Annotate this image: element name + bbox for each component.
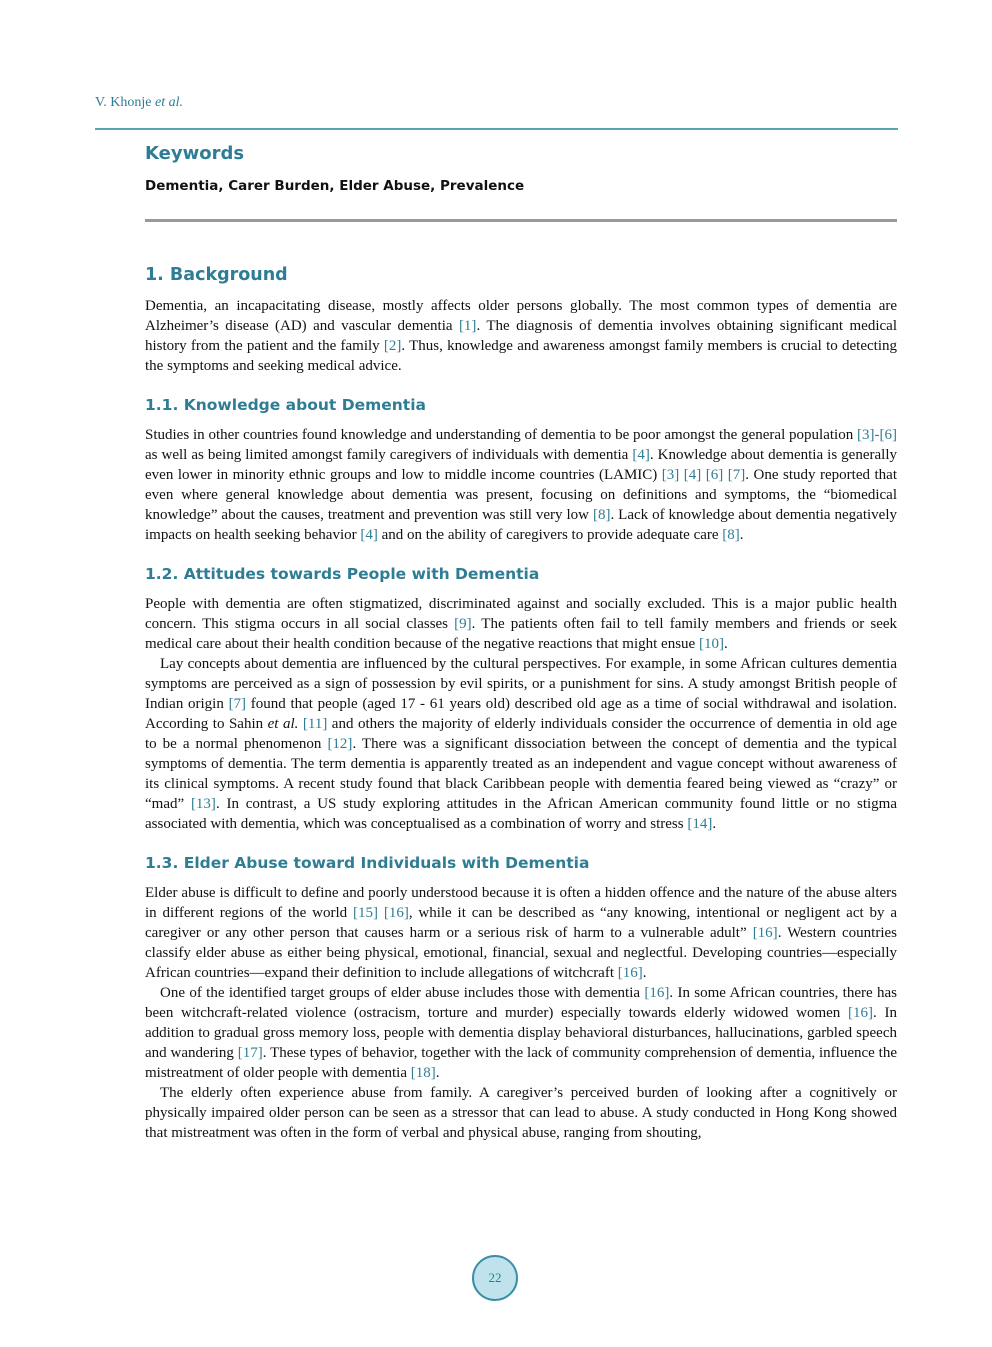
keywords-block: [145, 143, 897, 194]
text-run: One of the identified target groups of elder abuse includes those with dementia: [160, 985, 645, 1001]
paragraph: [145, 425, 897, 545]
text-run: .: [739, 527, 744, 543]
section-heading-background: 1. Background: [145, 265, 288, 285]
et-al: et al.: [155, 95, 184, 110]
text-run: Elder abuse is difficult to define and poorly understood because it is often a hidden offence and the nature of the abuse alters in different regions of the world: [145, 885, 897, 921]
citation-link[interactable]: [7]: [228, 696, 247, 712]
text-run: and others the majority of elderly individuals consider the occurrence of dementia in old age to be a normal phenomenon: [145, 716, 898, 752]
paragraph: [145, 654, 897, 834]
citation-link[interactable]: [16]: [752, 925, 778, 941]
citation-link[interactable]: [8]: [722, 527, 740, 543]
citation-link[interactable]: [16]: [644, 985, 670, 1001]
keywords-list: Dementia, Carer Burden, Elder Abuse, Prevalence: [145, 178, 525, 194]
paragraph: [145, 296, 897, 376]
paragraph: [145, 883, 897, 983]
citation-link[interactable]: [3] [4] [6] [7]: [661, 467, 746, 483]
text-run: People with dementia are often stigmatized, discriminated against and socially excluded. This is a major public health concern. This stigma occurs in all social classes: [145, 596, 897, 632]
text-run: . The patients often fail to tell family members and friends or seek medical care about their health condition because of the negative reactions that might ensue: [145, 616, 898, 652]
text-run: . Thus, knowledge and awareness amongst family members is crucial to detecting the symptoms and seeking medical advice.: [145, 338, 897, 374]
text-run: . In addition to gradual gross memory loss, people with dementia display behavioral disturbances, hallucinations, garbled speech and wandering: [145, 1005, 897, 1061]
text-run: found that people (aged 17 - 61 years old) described old age as a time of social withdrawal and isolation. According to Sahin: [145, 696, 898, 732]
text-run: .: [712, 816, 717, 832]
citation-link[interactable]: [18]: [410, 1065, 436, 1081]
text-run: . Knowledge about dementia is generally even lower in minority ethnic groups and low to middle income countries (LAMIC): [145, 447, 897, 483]
header-rule: [95, 128, 898, 130]
subsection-heading-knowledge: 1.1. Knowledge about Dementia: [145, 396, 426, 414]
text-run: and on the ability of caregivers to provide adequate care: [377, 527, 723, 543]
text-run: . In some African countries, there has been witchcraft-related violence (ostracism, torture and murder) especially towards elderly widowed women: [145, 985, 897, 1021]
text-run: .: [642, 965, 647, 981]
subsection-heading-attitudes: 1.2. Attitudes towards People with Dementia: [145, 565, 540, 583]
text-run: Studies in other countries found knowledge and understanding of dementia to be poor amongst the general population: [145, 427, 858, 443]
citation-link[interactable]: [14]: [687, 816, 713, 832]
citation-link[interactable]: [10]: [698, 636, 724, 652]
text-run: . There was a significant dissociation between the concept of dementia and the typical symptoms of dementia. The term dementia is apparently treated as an independent and vague concept without awareness of its clinical symptoms. A recent study found that black Caribbean people with dementia feared being viewed as “crazy” or “mad”: [145, 736, 897, 812]
keywords-heading: Keywords: [145, 143, 245, 164]
article-body: [145, 263, 897, 1143]
citation-link[interactable]: [9]: [454, 616, 472, 632]
text-run: The elderly often experience abuse from family. A caregiver’s perceived burden of looking after a cognitively or physically impaired older person can be seen as a stressor that can lead to abuse. A study conducted in Hong Kong showed that mistreatment was often in the form of verbal and physical abuse, ranging from shouting,: [145, 1085, 897, 1141]
citation-link[interactable]: [17]: [237, 1045, 263, 1061]
text-run: . One study reported that even where general knowledge about dementia was present, focusing on definitions and symptoms, the “biomedical knowledge” about the causes, treatment and prevention was still very low: [145, 467, 897, 523]
text-run: Dementia, an incapacitating disease, mostly affects older persons globally. The most common types of dementia are Alzheimer’s disease (AD) and vascular dementia: [145, 298, 897, 334]
keywords-rule: [145, 219, 897, 222]
page-number-badge: [472, 1255, 518, 1301]
citation-link[interactable]: [11]: [302, 716, 328, 732]
text-run: . These types of behavior, together with the lack of community comprehension of dementia, influence the mistreatment of older people with dementia: [145, 1045, 898, 1081]
text-run: . The diagnosis of dementia involves obtaining significant medical history from the patient and the family: [145, 318, 897, 354]
text-run: .: [723, 636, 728, 652]
paragraph: [145, 1083, 897, 1143]
page-number: 22: [488, 1270, 502, 1285]
citation-link[interactable]: [4]: [360, 527, 378, 543]
text-run: Lay concepts about dementia are influenced by the cultural perspectives. For example, in some African cultures dementia symptoms are perceived as a sign of possession by evil spirits, or a punishment for sins. A study amongst British people of Indian origin: [145, 656, 897, 712]
paragraph: [145, 594, 897, 654]
author-name: V. Khonje: [95, 95, 152, 110]
text-run: . In contrast, a US study exploring attitudes in the African American community found little or no stigma associated with dementia, which was conceptualised as a combination of worry and stress: [145, 796, 898, 832]
citation-link[interactable]: [1]: [458, 318, 477, 334]
citation-link[interactable]: [2]: [383, 338, 402, 354]
citation-link[interactable]: [12]: [327, 736, 353, 752]
citation-link[interactable]: [16]: [848, 1005, 873, 1021]
citation-link[interactable]: [4]: [632, 447, 650, 463]
italic-text: et al.: [267, 716, 299, 732]
running-head: [95, 95, 183, 111]
subsection-heading-elder-abuse: 1.3. Elder Abuse toward Individuals with Dementia: [145, 854, 590, 872]
paragraph: [145, 983, 897, 1083]
text-run: as well as being limited amongst family caregivers of individuals with dementia: [145, 447, 633, 463]
text-run: . Western countries classify elder abuse as either being physical, emotional, financial, sexual and neglectful. Developing countries—especially African countries—expand their definition to include allegations of witchcraft: [145, 925, 898, 981]
citation-link[interactable]: [13]: [190, 796, 216, 812]
citation-link[interactable]: [15] [16]: [353, 905, 409, 921]
text-run: . Lack of knowledge about dementia negatively impacts on health seeking behavior: [145, 507, 897, 543]
citation-link[interactable]: [3]-[6]: [857, 427, 897, 443]
text-run: .: [435, 1065, 440, 1081]
text-run: , while it can be described as “any knowing, intentional or negligent act by a caregiver or any other person that causes harm or a serious risk of harm to a vulnerable adult”: [145, 905, 897, 941]
citation-link[interactable]: [16]: [617, 965, 643, 981]
citation-link[interactable]: [8]: [592, 507, 611, 523]
